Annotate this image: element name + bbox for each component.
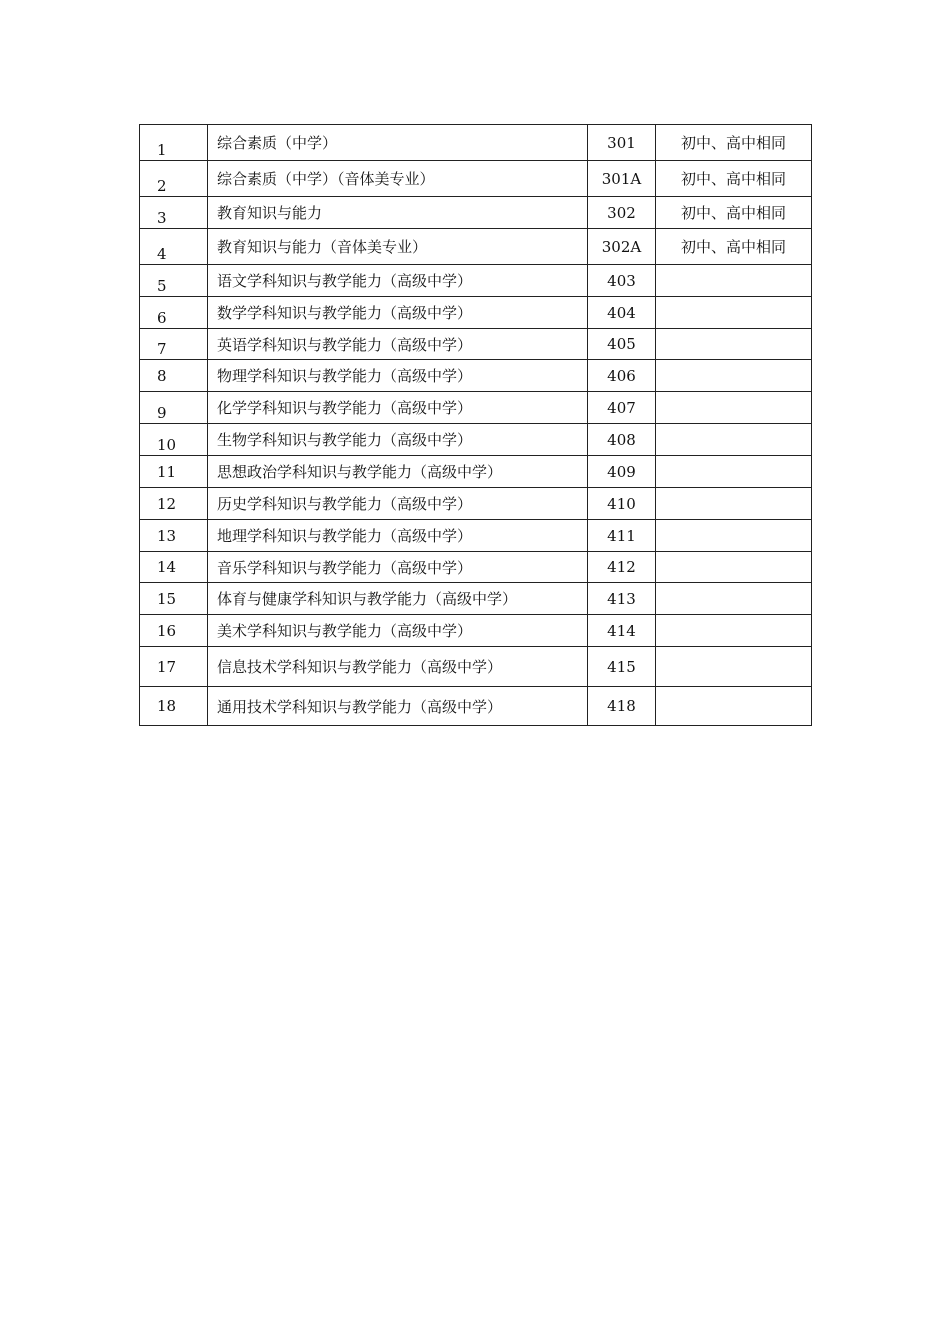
row-number: 15 xyxy=(140,583,208,615)
row-number: 8 xyxy=(140,360,208,392)
subject-note xyxy=(656,360,812,392)
subject-code: 301 xyxy=(588,125,656,161)
subject-name: 物理学科知识与教学能力（高级中学） xyxy=(208,360,588,392)
row-number: 3 xyxy=(140,197,208,229)
subject-code: 411 xyxy=(588,520,656,552)
subject-name: 英语学科知识与教学能力（高级中学） xyxy=(208,329,588,360)
subject-code: 405 xyxy=(588,329,656,360)
subject-name: 综合素质（中学） xyxy=(208,125,588,161)
table-row xyxy=(140,687,812,726)
subject-note: 初中、高中相同 xyxy=(656,125,812,161)
row-number: 10 xyxy=(140,424,208,456)
subject-note: 初中、高中相同 xyxy=(656,229,812,265)
table-row xyxy=(140,488,812,520)
table-row xyxy=(140,583,812,615)
subject-code: 404 xyxy=(588,297,656,329)
row-number: 9 xyxy=(140,392,208,424)
table-row xyxy=(140,229,812,265)
table-row xyxy=(140,424,812,456)
row-number: 7 xyxy=(140,329,208,360)
table-row xyxy=(140,329,812,360)
subject-name: 教育知识与能力（音体美专业） xyxy=(208,229,588,265)
row-number: 16 xyxy=(140,615,208,647)
subject-code: 410 xyxy=(588,488,656,520)
subject-note xyxy=(656,520,812,552)
row-number: 17 xyxy=(140,647,208,687)
subject-code: 413 xyxy=(588,583,656,615)
subject-note xyxy=(656,615,812,647)
table-row xyxy=(140,297,812,329)
subject-code: 418 xyxy=(588,687,656,726)
subject-note xyxy=(656,583,812,615)
row-number: 13 xyxy=(140,520,208,552)
subject-name: 数学学科知识与教学能力（高级中学） xyxy=(208,297,588,329)
table-row xyxy=(140,125,812,161)
subject-code: 403 xyxy=(588,265,656,297)
row-number: 5 xyxy=(140,265,208,297)
subject-name: 生物学科知识与教学能力（高级中学） xyxy=(208,424,588,456)
subject-name: 音乐学科知识与教学能力（高级中学） xyxy=(208,552,588,583)
subject-note: 初中、高中相同 xyxy=(656,197,812,229)
table-row xyxy=(140,552,812,583)
row-number: 14 xyxy=(140,552,208,583)
subject-code: 301A xyxy=(588,161,656,197)
table-row xyxy=(140,615,812,647)
subject-name: 地理学科知识与教学能力（高级中学） xyxy=(208,520,588,552)
table-row xyxy=(140,360,812,392)
subject-code: 406 xyxy=(588,360,656,392)
subject-code: 408 xyxy=(588,424,656,456)
subject-code: 409 xyxy=(588,456,656,488)
table-row xyxy=(140,456,812,488)
subject-note xyxy=(656,488,812,520)
table-row xyxy=(140,647,812,687)
row-number: 2 xyxy=(140,161,208,197)
subject-code: 415 xyxy=(588,647,656,687)
subject-name: 体育与健康学科知识与教学能力（高级中学） xyxy=(208,583,588,615)
subject-code: 302 xyxy=(588,197,656,229)
subject-name: 思想政治学科知识与教学能力（高级中学） xyxy=(208,456,588,488)
subject-name: 化学学科知识与教学能力（高级中学） xyxy=(208,392,588,424)
exam-subjects-table xyxy=(139,124,812,726)
table-row xyxy=(140,520,812,552)
subject-note xyxy=(656,392,812,424)
row-number: 4 xyxy=(140,229,208,265)
subject-name: 语文学科知识与教学能力（高级中学） xyxy=(208,265,588,297)
subject-name: 信息技术学科知识与教学能力（高级中学） xyxy=(208,647,588,687)
subject-name: 通用技术学科知识与教学能力（高级中学） xyxy=(208,687,588,726)
row-number: 11 xyxy=(140,456,208,488)
table-row xyxy=(140,392,812,424)
table-row xyxy=(140,265,812,297)
table-row xyxy=(140,161,812,197)
subject-note xyxy=(656,329,812,360)
subject-name: 教育知识与能力 xyxy=(208,197,588,229)
row-number: 6 xyxy=(140,297,208,329)
subject-note: 初中、高中相同 xyxy=(656,161,812,197)
subject-code: 302A xyxy=(588,229,656,265)
subject-note xyxy=(656,265,812,297)
subject-name: 历史学科知识与教学能力（高级中学） xyxy=(208,488,588,520)
subject-code: 412 xyxy=(588,552,656,583)
table-row xyxy=(140,197,812,229)
subject-name: 综合素质（中学）（音体美专业） xyxy=(208,161,588,197)
subject-note xyxy=(656,424,812,456)
subject-code: 414 xyxy=(588,615,656,647)
row-number: 1 xyxy=(140,125,208,161)
subject-note xyxy=(656,297,812,329)
subject-name: 美术学科知识与教学能力（高级中学） xyxy=(208,615,588,647)
row-number: 12 xyxy=(140,488,208,520)
subject-note xyxy=(656,456,812,488)
subject-code: 407 xyxy=(588,392,656,424)
row-number: 18 xyxy=(140,687,208,726)
subject-note xyxy=(656,552,812,583)
subject-note xyxy=(656,687,812,726)
subject-note xyxy=(656,647,812,687)
